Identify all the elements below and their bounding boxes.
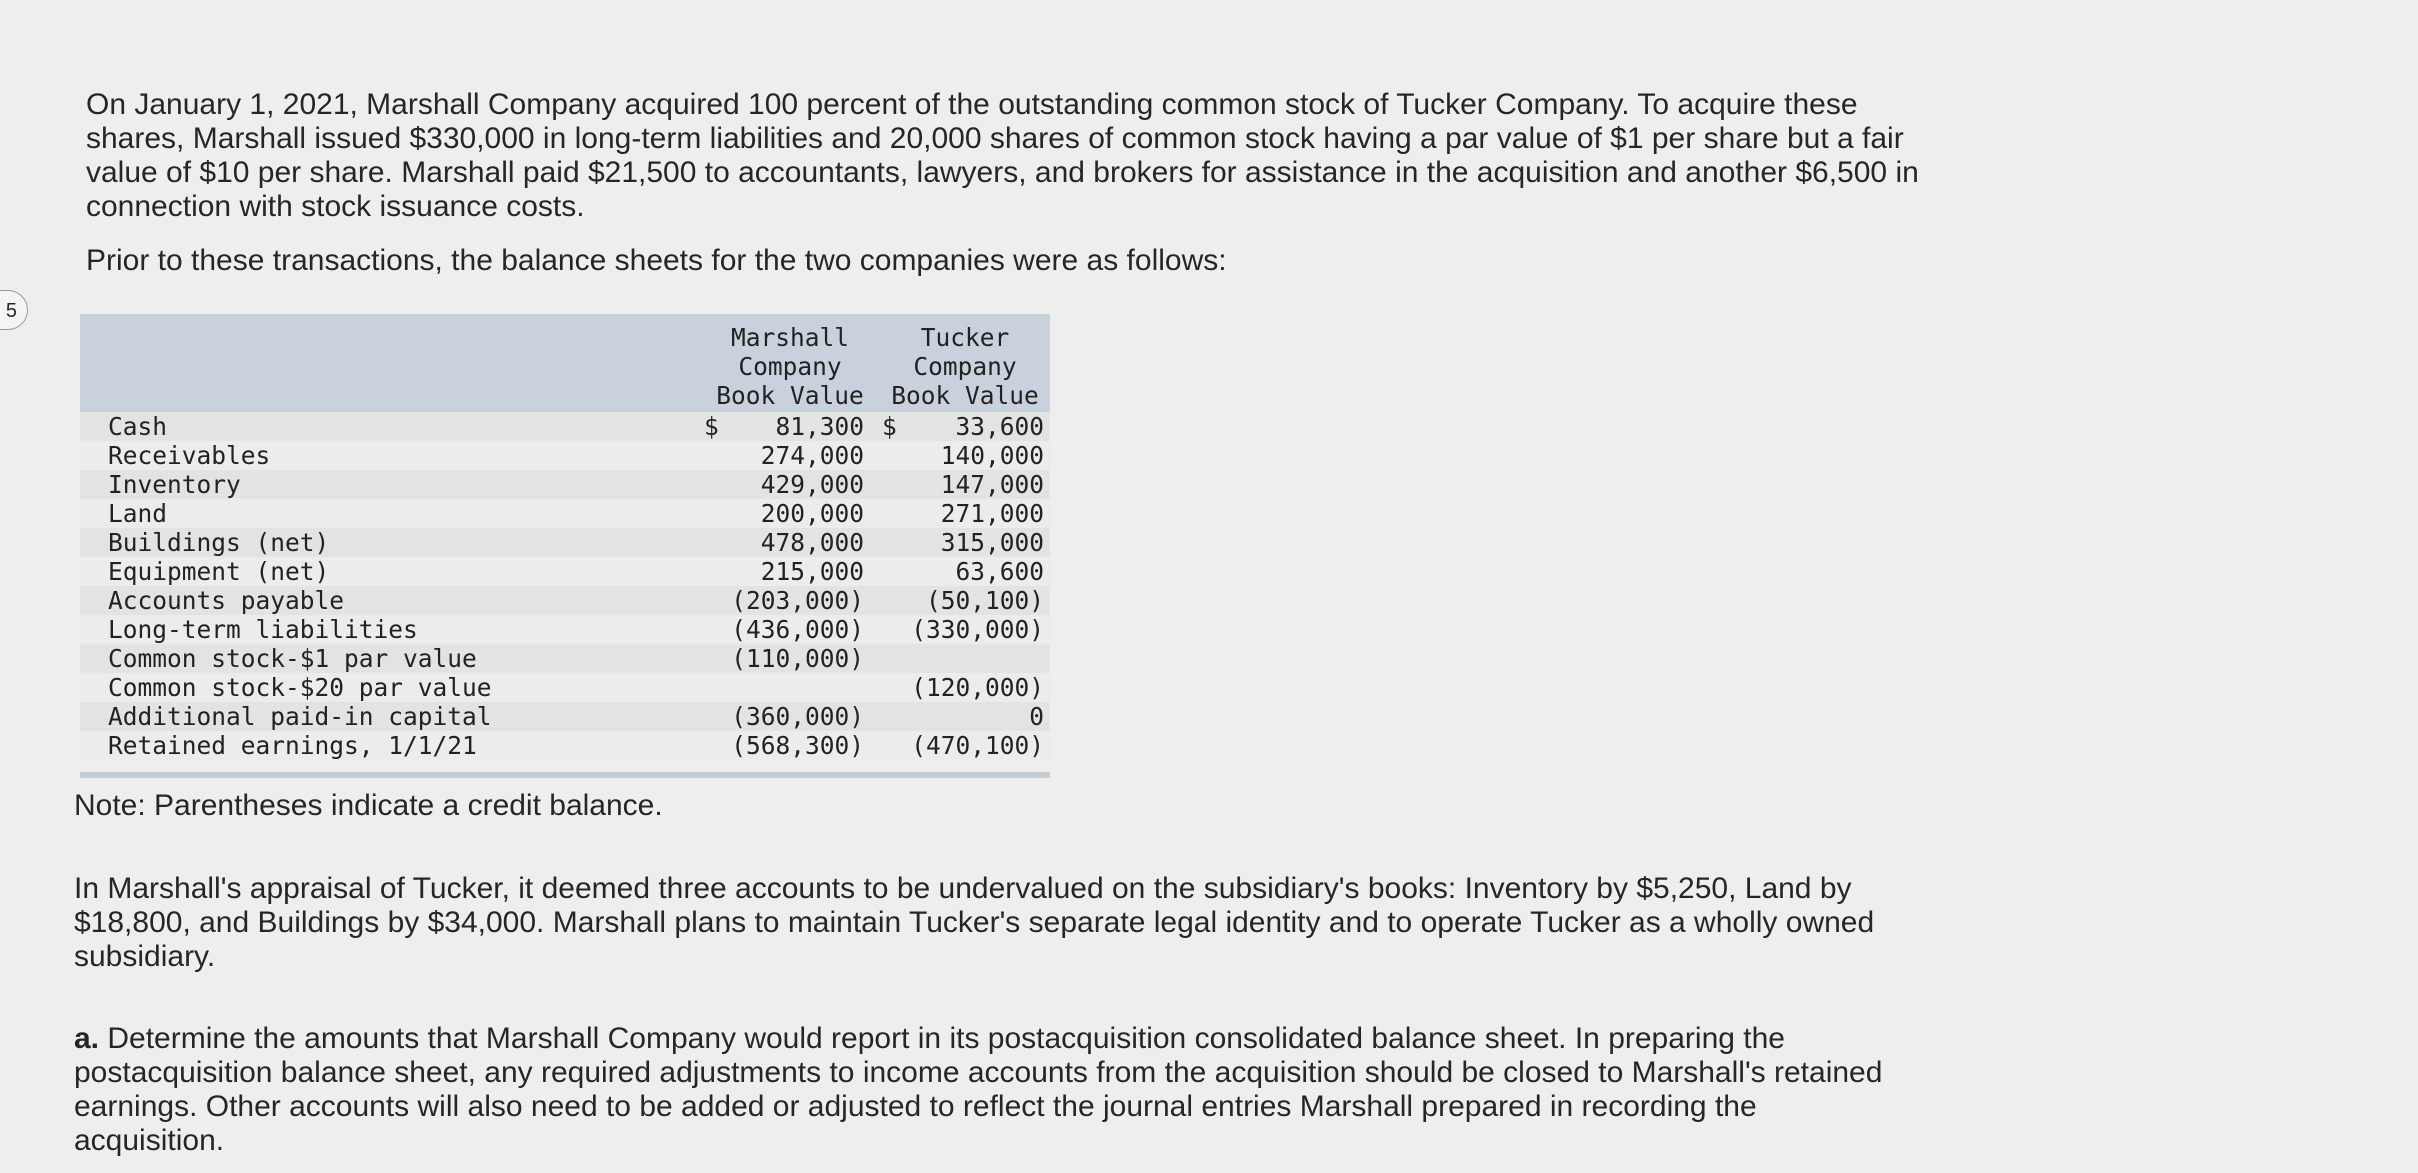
- question-number-badge[interactable]: 5: [0, 290, 28, 330]
- marshall-value: [700, 470, 880, 499]
- account-name: Inventory: [108, 470, 241, 499]
- marshall-value: [700, 528, 880, 557]
- account-name: Additional paid-in capital: [108, 702, 492, 731]
- tucker-value: [880, 441, 1050, 470]
- marshall-value: [700, 441, 880, 470]
- marshall-value: [700, 731, 880, 760]
- table-row: [80, 499, 1050, 528]
- marshall-amount: (203,000): [731, 586, 864, 615]
- tucker-value: [880, 412, 1050, 441]
- tucker-amount: (50,100): [925, 586, 1044, 615]
- table-row: [80, 586, 1050, 615]
- marshall-value: [700, 557, 880, 586]
- tucker-value: [880, 557, 1050, 586]
- table-row: [80, 528, 1050, 557]
- tucker-value: [880, 528, 1050, 557]
- marshall-amount: 478,000: [760, 528, 864, 557]
- part-a-question: [74, 1022, 1894, 1158]
- table-row: [80, 673, 1050, 702]
- account-name: Buildings (net): [108, 528, 330, 557]
- tucker-value: [880, 499, 1050, 528]
- tucker-amount: 0: [1029, 702, 1044, 731]
- table-header: [80, 314, 1050, 412]
- table-bottom-rule: [80, 772, 1050, 778]
- account-name: Accounts payable: [108, 586, 345, 615]
- tucker-amount: 271,000: [940, 499, 1044, 528]
- tucker-value: [880, 673, 1050, 702]
- account-name: Common stock-$20 par value: [108, 673, 492, 702]
- tucker-value: [880, 586, 1050, 615]
- dollar-sign: $: [882, 412, 897, 441]
- tucker-value: [880, 470, 1050, 499]
- account-name: Cash: [108, 412, 168, 441]
- balance-sheet-table: [80, 314, 1050, 778]
- tucker-amount: (330,000): [911, 615, 1044, 644]
- table-row: [80, 412, 1050, 441]
- account-name: Land: [108, 499, 168, 528]
- table-row: [80, 702, 1050, 731]
- marshall-amount: 200,000: [760, 499, 864, 528]
- marshall-value: [700, 702, 880, 731]
- marshall-amount: (110,000): [731, 644, 864, 673]
- header-tucker: Tucker Company Book Value: [891, 323, 1039, 410]
- appraisal-paragraph: In Marshall's appraisal of Tucker, it deemed three accounts to be undervalued on the subsidiary's books: Inventory by $5,250, Land by $18,800, and Buildings by $34,000. Marshall plans to maintain Tucker's separate legal identity and to operate Tucker as a wholly owned subsidiary.: [74, 872, 1875, 973]
- tucker-value: [880, 615, 1050, 644]
- table-body: [80, 412, 1050, 760]
- note-text: Note: Parentheses indicate a credit balance.: [74, 789, 663, 822]
- table-row: [80, 470, 1050, 499]
- table-row: [80, 644, 1050, 673]
- tucker-amount: 147,000: [940, 470, 1044, 499]
- table-row: [80, 731, 1050, 760]
- tucker-amount: 315,000: [940, 528, 1044, 557]
- marshall-value: [700, 615, 880, 644]
- account-name: Receivables: [108, 441, 271, 470]
- marshall-value: [700, 586, 880, 615]
- marshall-amount: 81,300: [775, 412, 864, 441]
- table-row: [80, 557, 1050, 586]
- account-name: Long-term liabilities: [108, 615, 418, 644]
- marshall-amount: 274,000: [760, 441, 864, 470]
- tucker-amount: 33,600: [955, 412, 1044, 441]
- marshall-amount: (360,000): [731, 702, 864, 731]
- intro-paragraph: On January 1, 2021, Marshall Company acquired 100 percent of the outstanding common stock of Tucker Company. To acquire these shares, Marshall issued $330,000 in long-term liabilities and 20,000 shares of common stock having a par value of $1 per share but a fair value of $10 per share. Marshall paid $21,500 to accountants, lawyers, and brokers for assistance in the acquisition and another $6,500 in connection with stock issuance costs.: [86, 88, 1919, 223]
- tucker-amount: (120,000): [911, 673, 1044, 702]
- account-name: Common stock-$1 par value: [108, 644, 477, 673]
- tucker-value: [880, 731, 1050, 760]
- marshall-value: [700, 412, 880, 441]
- table-row: [80, 441, 1050, 470]
- dollar-sign: $: [704, 412, 719, 441]
- marshall-value: [700, 644, 880, 673]
- table-row: [80, 615, 1050, 644]
- marshall-amount: 215,000: [760, 557, 864, 586]
- prior-paragraph: Prior to these transactions, the balance sheets for the two companies were as follows:: [86, 244, 1227, 277]
- marshall-value: [700, 499, 880, 528]
- marshall-amount: (568,300): [731, 731, 864, 760]
- tucker-amount: (470,100): [911, 731, 1044, 760]
- account-name: Equipment (net): [108, 557, 330, 586]
- marshall-amount: (436,000): [731, 615, 864, 644]
- tucker-value: [880, 702, 1050, 731]
- part-a-label: a.: [74, 1022, 100, 1055]
- account-name: Retained earnings, 1/1/21: [108, 731, 477, 760]
- part-a-text: Determine the amounts that Marshall Company would report in its postacquisition consolidated balance sheet. In preparing the postacquisition balance sheet, any required adjustments to income accounts from the acquisition should be closed to Marshall's retained earnings. Other accounts will also need to be added or adjusted to reflect the journal entries Marshall prepared in recording the acquisition.: [74, 1022, 1883, 1157]
- tucker-amount: 140,000: [940, 441, 1044, 470]
- marshall-amount: 429,000: [760, 470, 864, 499]
- tucker-amount: 63,600: [955, 557, 1044, 586]
- header-marshall: Marshall Company Book Value: [716, 323, 864, 410]
